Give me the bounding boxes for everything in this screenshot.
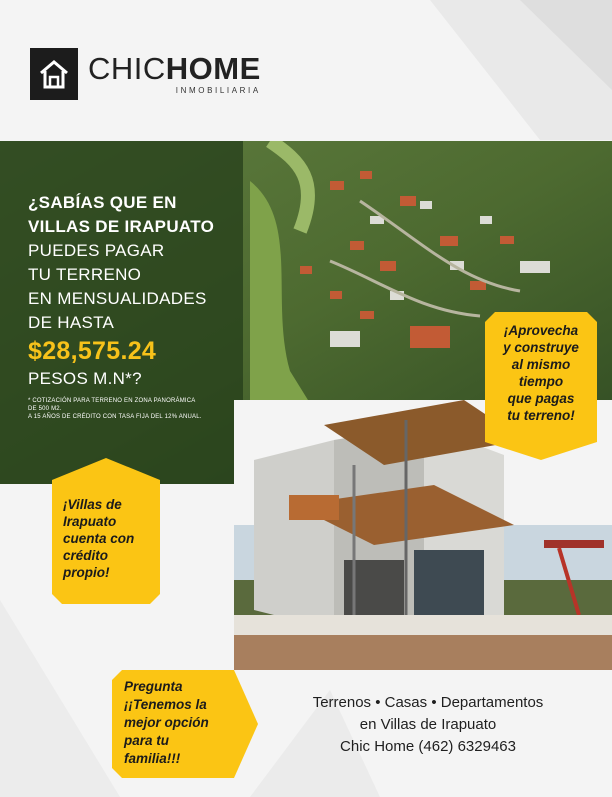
credito-line-3: cuenta con [63,531,135,546]
headline-line-5: EN MENSUALIDADES [28,289,207,308]
pregunta-line-3: mejor opción [124,715,209,730]
headline-line-2: VILLAS DE IRAPUATO [28,217,215,236]
brand-logo [30,48,261,100]
aprovecha-line-6: tu terreno! [507,408,575,423]
fine-print-1: * COTIZACIÓN PARA TERRENO EN ZONA PANORÁMICA [28,398,196,404]
brand-name-light: CHIC [88,50,166,86]
pregunta-line-5: familia!!! [124,751,181,766]
headline-line-4: TU TERRENO [28,265,142,284]
brand-name [88,50,261,86]
footer-line-1: Terrenos • Casas • Departamentos [312,694,544,711]
currency-label: PESOS M.N*? [28,369,142,388]
headline-line-1: ¿SABÍAS QUE EN [28,193,177,212]
fine-print [28,397,248,421]
aprovecha-line-1: ¡Aprovecha [503,323,579,338]
pregunta-line-2: ¡¡Tenemos la [124,697,207,712]
footer-line-2: en Villas de Irapuato [359,716,497,733]
headline-block [28,191,248,421]
price-value: $28,575.24 [28,337,157,365]
credito-line-2: Irapuato [63,514,117,529]
callout-aprovecha [485,322,597,424]
credito-line-1: ¡Villas de [63,497,122,512]
callout-pregunta [124,678,242,768]
aprovecha-line-2: y construye [503,340,579,355]
headline-line-3: PUEDES PAGAR [28,241,165,260]
credito-line-5: propio! [63,565,110,580]
pregunta-line-1: Pregunta [124,679,183,694]
callout-credito [63,496,158,581]
aprovecha-line-4: tiempo [518,374,564,389]
credito-line-4: crédito [63,548,109,563]
brand-subtitle: INMOBILIARIA [175,85,261,95]
footer-contact [283,692,573,758]
footer-line-3: Chic Home (462) 6329463 [340,738,516,755]
pregunta-line-4: para tu [124,733,170,748]
brand-name-bold: HOME [165,50,261,86]
headline-line-6: DE HASTA [28,313,115,332]
aprovecha-line-5: que pagas [507,391,575,406]
aprovecha-line-3: al mismo [511,357,571,372]
house-logo-icon [30,48,78,100]
fine-print-3: A 15 AÑOS DE CRÉDITO CON TASA FIJA DEL 12% ANUAL. [28,414,202,420]
fine-print-2: DE 500 M2. [28,406,62,412]
